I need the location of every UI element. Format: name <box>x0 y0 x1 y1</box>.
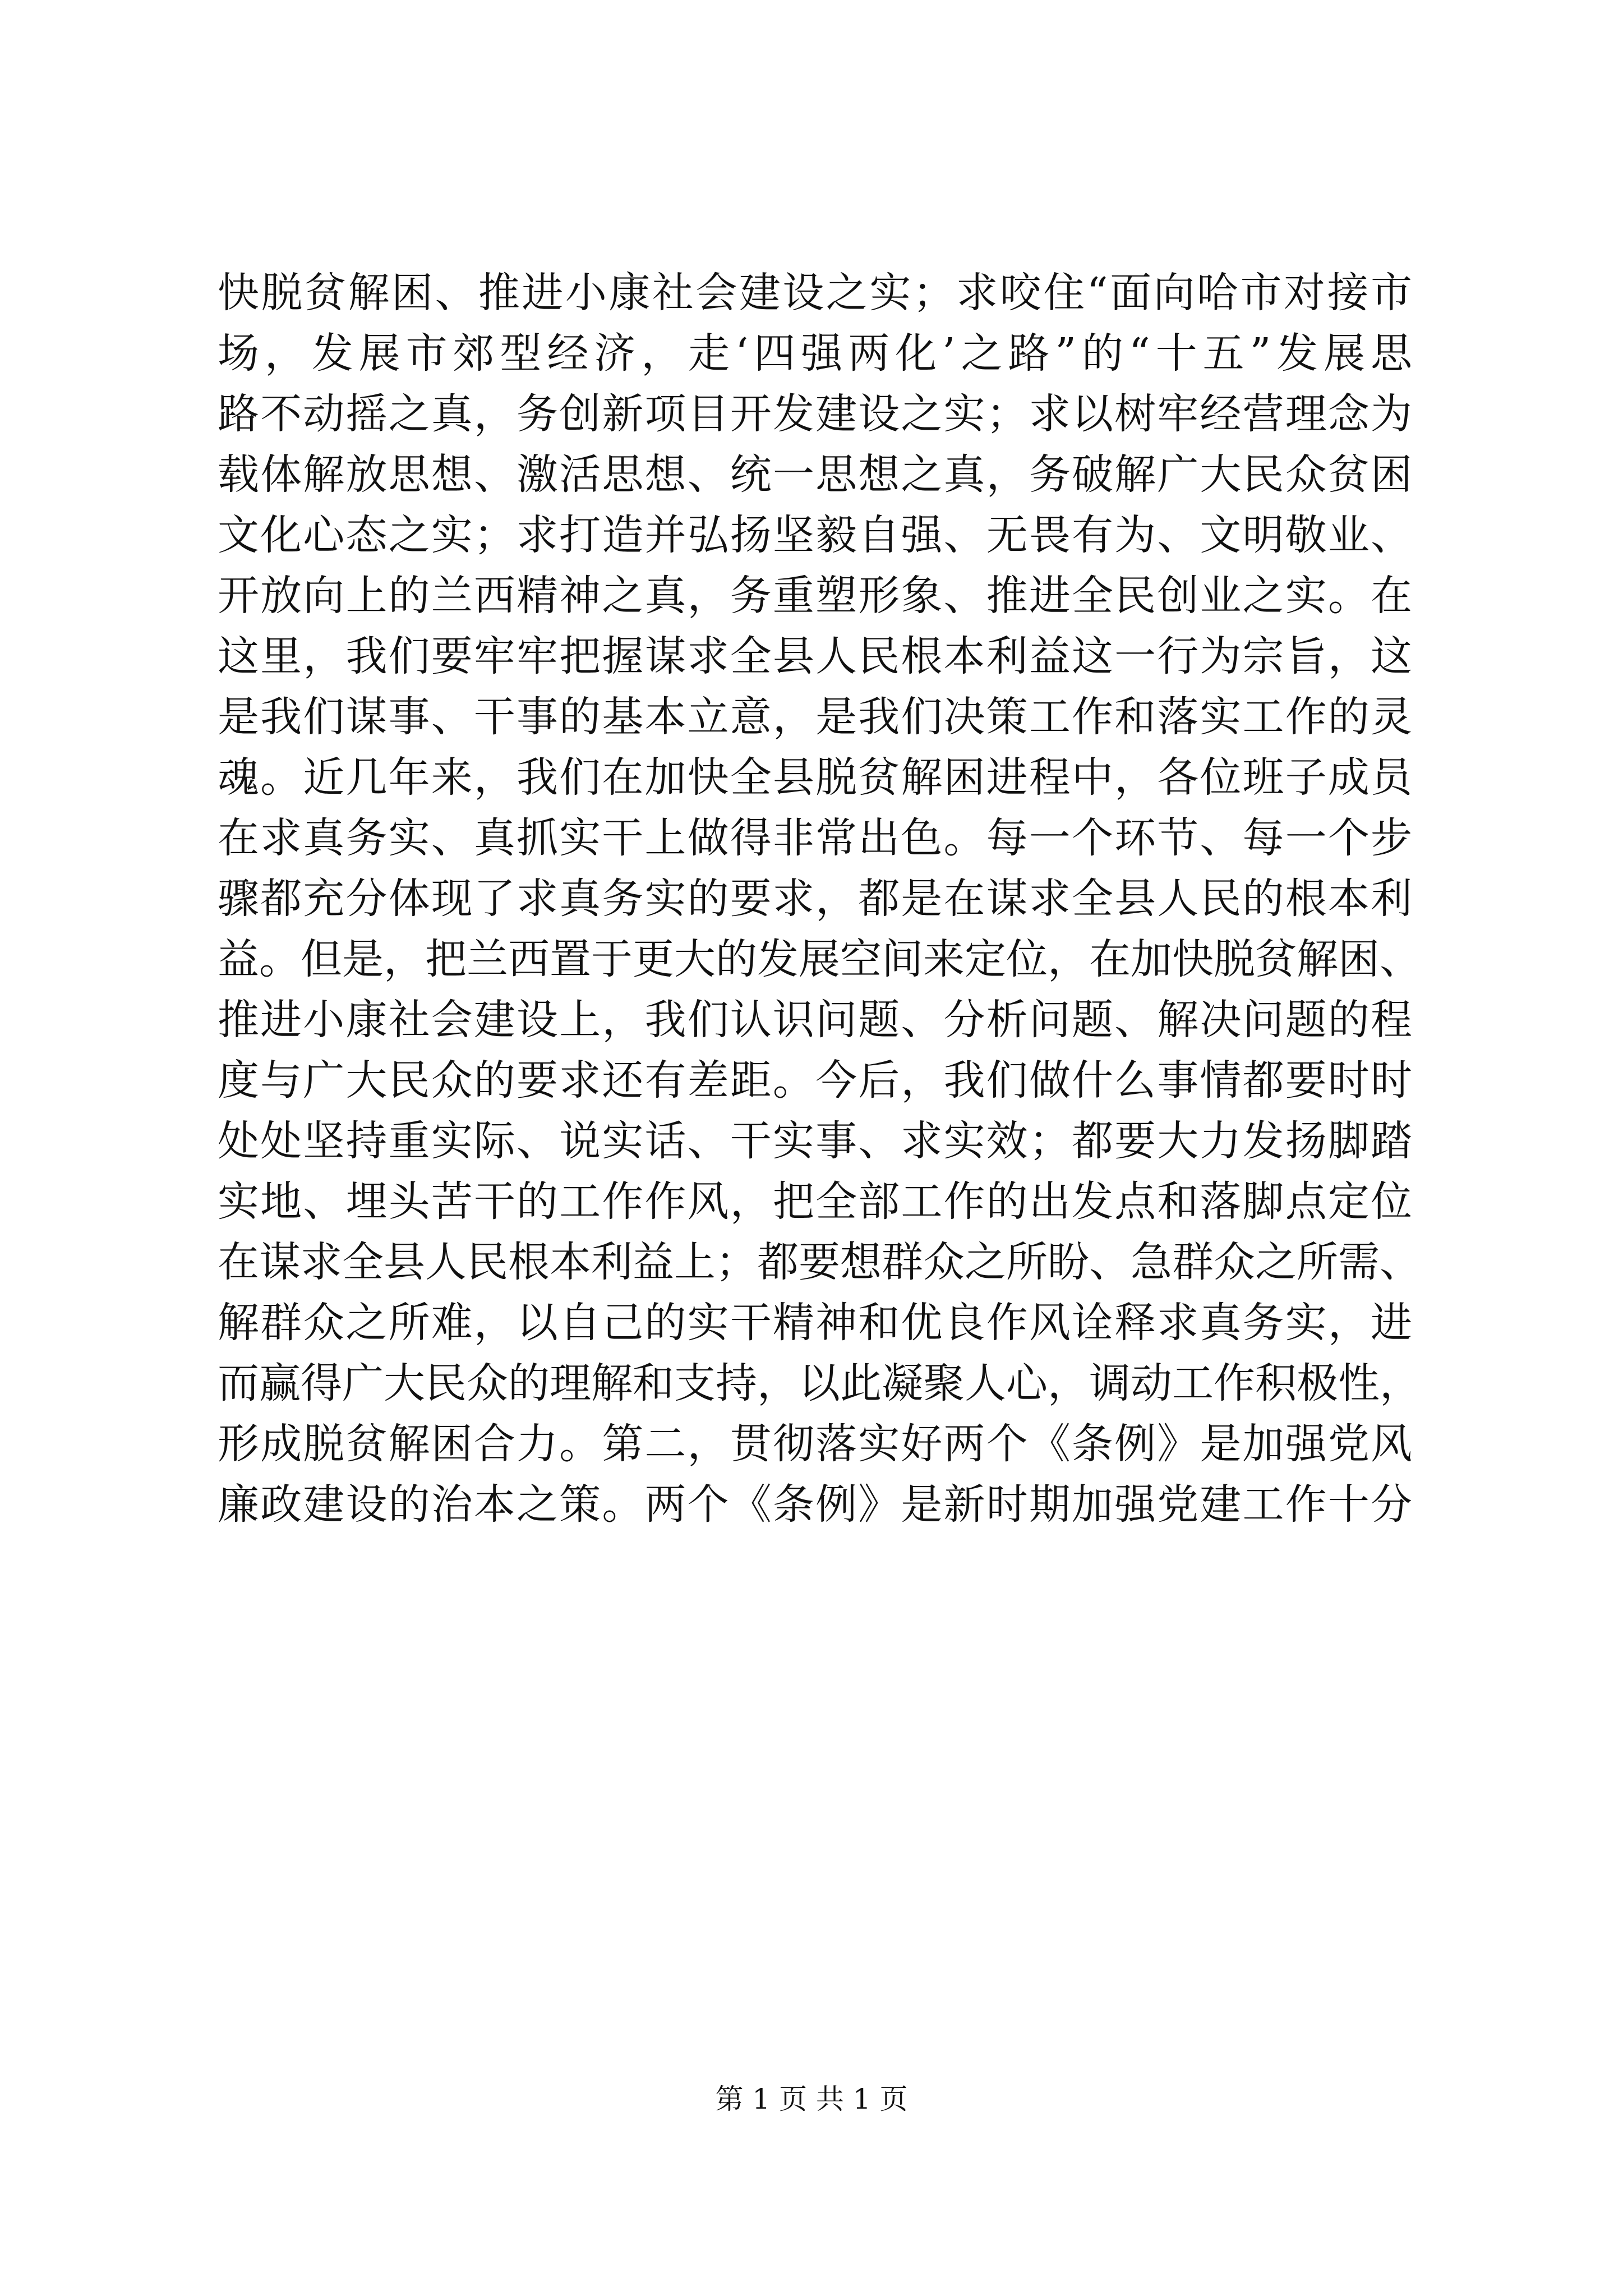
text-line-10: 在求真务实、真抓实干上做得非常出色。每一个环节、每一个步 <box>218 814 1412 862</box>
body-paragraph <box>218 263 1421 1535</box>
text-line-15: 处处坚持重实际、说实话、干实事、求实效；都要大力发扬脚踏 <box>218 1117 1412 1165</box>
text-line-8: 是我们谋事、干事的基本立意，是我们决策工作和落实工作的灵 <box>218 693 1412 741</box>
text-line-6: 开放向上的兰西精神之真，务重塑形象、推进全民创业之实。在 <box>218 572 1412 620</box>
text-line-4: 载体解放思想、激活思想、统一思想之真，务破解广大民众贫困 <box>218 450 1412 499</box>
text-line-12: 益。但是，把兰西置于更大的发展空间来定位，在加快脱贫解困、 <box>218 935 1421 983</box>
text-line-13: 推进小康社会建设上，我们认识问题、分析问题、解决问题的程 <box>218 996 1412 1044</box>
text-line-9: 魂。近几年来，我们在加快全县脱贫解困进程中，各位班子成员 <box>218 753 1412 802</box>
text-line-16: 实地、埋头苦干的工作作风，把全部工作的出发点和落脚点定位 <box>218 1177 1412 1226</box>
text-line-17: 在谋求全县人民根本利益上；都要想群众之所盼、急群众之所需、 <box>218 1238 1421 1286</box>
text-line-5: 文化心态之实；求打造并弘扬坚毅自强、无畏有为、文明敬业、 <box>218 511 1412 559</box>
text-line-11: 骤都充分体现了求真务实的要求，都是在谋求全县人民的根本利 <box>218 875 1412 923</box>
text-line-1: 快脱贫解困、推进小康社会建设之实；求咬住“面向哈市对接市 <box>218 269 1412 317</box>
text-line-7: 这里，我们要牢牢把握谋求全县人民根本利益这一行为宗旨，这 <box>218 632 1412 680</box>
text-line-14: 度与广大民众的要求还有差距。今后，我们做什么事情都要时时 <box>218 1056 1412 1105</box>
text-line-19: 而赢得广大民众的理解和支持，以此凝聚人心，调动工作积极性， <box>218 1359 1421 1407</box>
text-line-20: 形成脱贫解困合力。第二，贯彻落实好两个《条例》是加强党风 <box>218 1420 1412 1468</box>
page-footer: 第 1 页 共 1 页 <box>715 2083 908 2115</box>
text-line-2: 场，发展市郊型经济，走‘四强两化’之路”的“十五”发展思 <box>218 329 1412 378</box>
text-line-3: 路不动摇之真，务创新项目开发建设之实；求以树牢经营理念为 <box>218 390 1412 438</box>
text-line-18: 解群众之所难，以自己的实干精神和优良作风诠释求真务实，进 <box>218 1299 1412 1347</box>
text-line-21: 廉政建设的治本之策。两个《条例》是新时期加强党建工作十分 <box>218 1480 1412 1529</box>
